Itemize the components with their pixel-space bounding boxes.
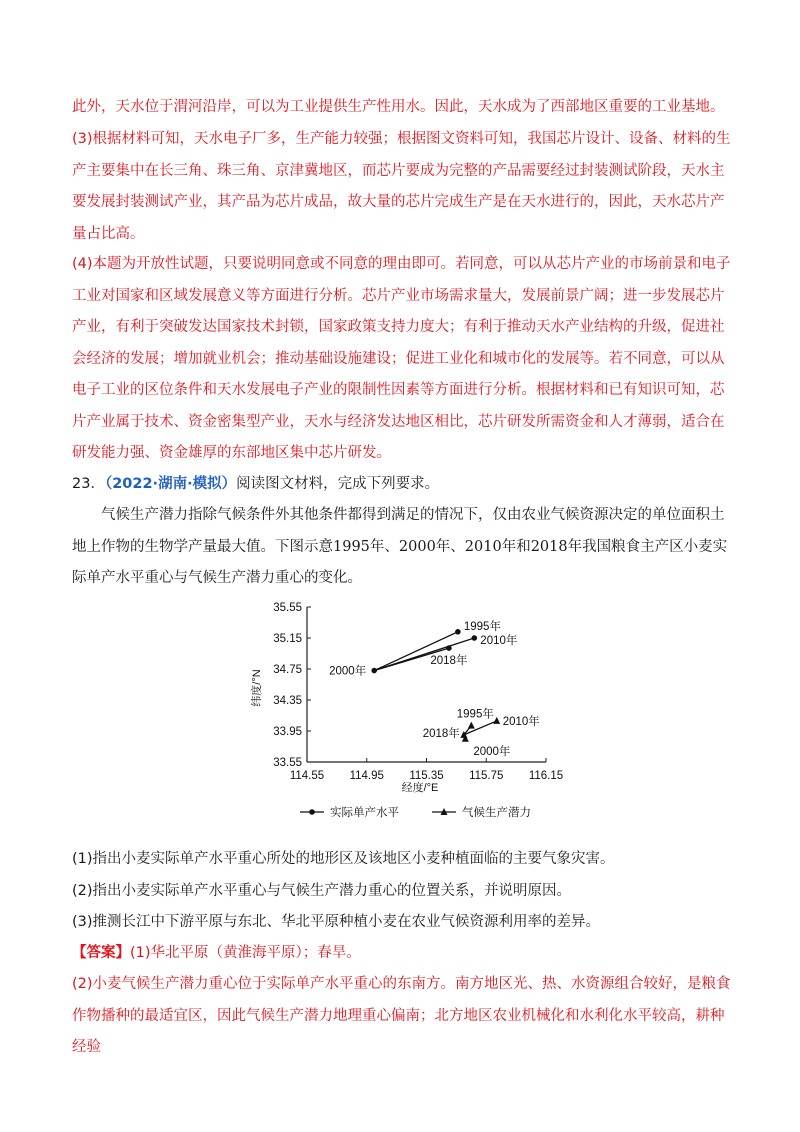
answer-part-4: (4)本题为开放性试题，只要说明同意或不同意的理由即可。若同意，可以从芯片产业的市场前景和电子工业对国家和区域发展意义等方面进行分析。芯片产业市场需求量大，发展前景广阔；进一步发展芯片产业，有利于突破发达国家技术封锁，国家政策支持力度大；有利于推动天水产业结构的升级，促进社会经济的发展；增加就业机会；推动基础设施建设；促进工业化和城市化的发展等。若不同意，可以从电子工业的区位条件和天水发展电子产业的限制性因素等方面进行分析。根据材料和已有知识可知，芯片产业属于技术、资金密集型产业，天水与经济发达地区相比，芯片研发所需资金和人才薄弱，适合在研发能力强、资金雄厚的东部地区集中芯片研发。 (72, 256, 731, 461)
x-axis-label: 经度/°E (401, 782, 439, 794)
sub-question-1: (1)指出小麦实际单产水平重心所处的地形区及该地区小麦种植面临的主要气象灾害。 (72, 851, 615, 867)
sub-question-3: (3)推测长江中下游平原与东北、华北平原种植小麦在农业气候资源利用率的差异。 (72, 914, 601, 930)
sub-question-2: (2)指出小麦实际单产水平重心与气候生产潜力重心的位置关系，并说明原因。 (72, 883, 572, 899)
point-marker-circle (472, 635, 478, 641)
y-tick-label: 33.55 (273, 757, 302, 769)
y-tick-labels (273, 602, 311, 769)
point-label: 2010年 (502, 715, 540, 728)
point-marker-triangle (493, 717, 500, 724)
point-marker-circle (371, 668, 377, 674)
answer-line-1 (72, 938, 732, 970)
answer-tag: 【答案】 (72, 945, 130, 961)
legend-label: 实际单产水平 (330, 807, 399, 819)
answer-1: (1)华北平原（黄淮海平原）；春旱。 (130, 945, 361, 961)
y-tick-label: 35.15 (273, 633, 302, 645)
legend-circle-marker (309, 809, 315, 815)
point-marker-triangle (468, 722, 475, 729)
answer-2: (2)小麦气候生产潜力重心位于实际单产水平重心的东南方。南方地区光、热、水资源组合较好，是粮食作物播种的最适宜区，因此气候生产潜力地理重心偏南；北方地区农业机械化和水利化水平较高，耕种经验 (72, 976, 731, 1055)
answer-part-3: (3)根据材料可知，天水电子厂多，生产能力较强；根据图文资料可知，我国芯片设计、设备、材料的生产主要集中在长三角、珠三角、京津冀地区，而芯片要成为完整的产品需要经过封装测试阶段，天水主要发展封装测试产业，其产品为芯片成品，故大量的芯片完成生产是在天水进行的，因此，天水芯片产量占比高。 (72, 131, 731, 242)
x-tick-label: 116.15 (528, 770, 564, 782)
question-header (72, 469, 732, 501)
y-tick-label: 34.35 (273, 695, 302, 707)
point-label: 1995年 (456, 708, 494, 721)
y-tick-label: 33.95 (273, 726, 302, 738)
material-text: 气候生产潜力指除气候条件外其他条件都得到满足的情况下，仅由农业气候资源决定的单位面积土地上作物的生物学产量最大值。下图示意1995年、2000年、2010年和2018年我国粮食主产区小麦实际单产水平重心与气候生产潜力重心的变化。 (72, 507, 728, 586)
x-tick-label: 115.35 (409, 770, 444, 782)
y-tick-label: 34.75 (273, 664, 302, 676)
x-tick-label: 114.55 (289, 770, 325, 782)
x-tick-label: 114.95 (349, 770, 384, 782)
y-tick-label: 35.55 (273, 602, 302, 614)
question-number: 23． (72, 476, 105, 492)
wheat-centroid-chart (240, 590, 570, 830)
point-label: 1995年 (463, 620, 501, 633)
question-source: （2022·湖南·模拟） (104, 476, 237, 492)
point-label: 2000年 (329, 665, 367, 678)
point-marker-circle (455, 629, 461, 635)
chart-legend (300, 805, 531, 819)
point-label: 2000年 (473, 745, 511, 758)
point-marker-circle (446, 645, 452, 651)
x-tick-label: 115.75 (469, 770, 504, 782)
point-label: 2018年 (430, 655, 468, 668)
legend-label: 气候生产潜力 (462, 807, 531, 819)
answer-continuation-line: 此外，天水位于渭河沿岸，可以为工业提供生产性用水。因此，天水成为了西部地区重要的工业基地。 (72, 99, 725, 115)
question-instruction: 阅读图文材料，完成下列要求。 (236, 476, 440, 492)
point-label: 2018年 (422, 727, 460, 740)
point-label: 2010年 (480, 635, 518, 647)
chart-series (329, 619, 540, 758)
y-axis-label: 纬度/°N (251, 669, 263, 707)
